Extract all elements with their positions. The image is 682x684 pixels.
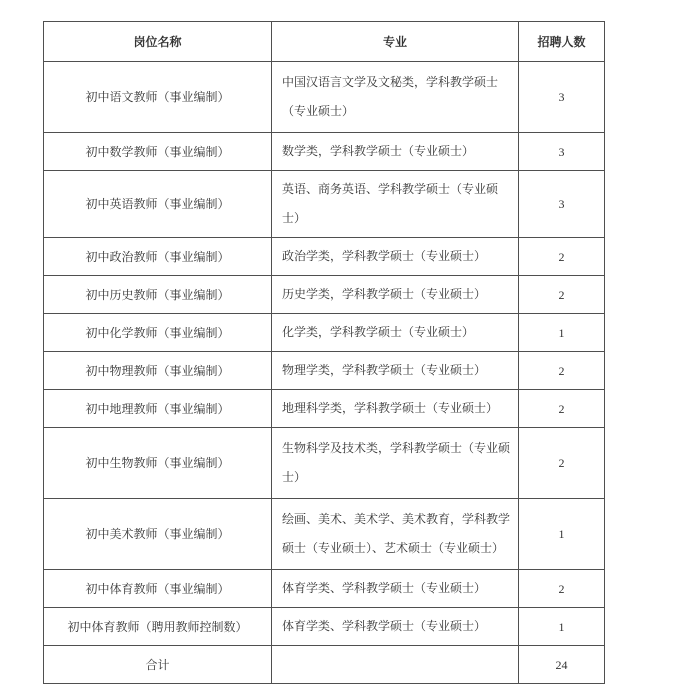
major-cell: 数学类，学科教学硕士（专业硕士） <box>272 133 519 171</box>
table-header-row <box>44 22 605 62</box>
total-row <box>44 646 605 684</box>
table-row <box>44 428 605 499</box>
major-cell: 地理科学类，学科教学硕士（专业硕士） <box>272 390 519 428</box>
count-cell: 1 <box>519 314 605 352</box>
table-row <box>44 608 605 646</box>
position-cell: 初中英语教师（事业编制） <box>44 171 272 238</box>
table-row <box>44 390 605 428</box>
total-major-cell <box>272 646 519 684</box>
position-cell: 初中语文教师（事业编制） <box>44 62 272 133</box>
table-row <box>44 276 605 314</box>
total-count-cell: 24 <box>519 646 605 684</box>
header-major: 专业 <box>272 22 519 62</box>
table-row <box>44 62 605 133</box>
major-cell: 历史学类，学科教学硕士（专业硕士） <box>272 276 519 314</box>
major-cell: 体育学类、学科教学硕士（专业硕士） <box>272 608 519 646</box>
count-cell: 3 <box>519 133 605 171</box>
count-cell: 3 <box>519 62 605 133</box>
major-cell: 英语、商务英语、学科教学硕士（专业硕士） <box>272 171 519 238</box>
position-cell: 初中体育教师（聘用教师控制数） <box>44 608 272 646</box>
table-row <box>44 133 605 171</box>
count-cell: 2 <box>519 238 605 276</box>
table-row <box>44 352 605 390</box>
count-cell: 1 <box>519 608 605 646</box>
table-row <box>44 499 605 570</box>
position-cell: 初中体育教师（事业编制） <box>44 570 272 608</box>
position-cell: 初中数学教师（事业编制） <box>44 133 272 171</box>
table-row <box>44 238 605 276</box>
major-cell: 生物科学及技术类，学科教学硕士（专业硕士） <box>272 428 519 499</box>
major-cell: 体育学类、学科教学硕士（专业硕士） <box>272 570 519 608</box>
count-cell: 2 <box>519 428 605 499</box>
header-position: 岗位名称 <box>44 22 272 62</box>
count-cell: 1 <box>519 499 605 570</box>
major-cell: 政治学类，学科教学硕士（专业硕士） <box>272 238 519 276</box>
position-cell: 初中化学教师（事业编制） <box>44 314 272 352</box>
major-cell: 物理学类，学科教学硕士（专业硕士） <box>272 352 519 390</box>
major-cell: 绘画、美术、美术学、美术教育，学科教学硕士（专业硕士）、艺术硕士（专业硕士） <box>272 499 519 570</box>
recruitment-table <box>43 21 605 684</box>
position-cell: 初中生物教师（事业编制） <box>44 428 272 499</box>
position-cell: 初中美术教师（事业编制） <box>44 499 272 570</box>
position-cell: 初中政治教师（事业编制） <box>44 238 272 276</box>
major-cell: 化学类，学科教学硕士（专业硕士） <box>272 314 519 352</box>
position-cell: 初中地理教师（事业编制） <box>44 390 272 428</box>
count-cell: 2 <box>519 352 605 390</box>
header-count: 招聘人数 <box>519 22 605 62</box>
table-row <box>44 314 605 352</box>
table-row <box>44 570 605 608</box>
major-cell: 中国汉语言文学及文秘类，学科教学硕士（专业硕士） <box>272 62 519 133</box>
count-cell: 2 <box>519 276 605 314</box>
count-cell: 3 <box>519 171 605 238</box>
total-label-cell: 合计 <box>44 646 272 684</box>
count-cell: 2 <box>519 390 605 428</box>
position-cell: 初中历史教师（事业编制） <box>44 276 272 314</box>
table-row <box>44 171 605 238</box>
position-cell: 初中物理教师（事业编制） <box>44 352 272 390</box>
count-cell: 2 <box>519 570 605 608</box>
